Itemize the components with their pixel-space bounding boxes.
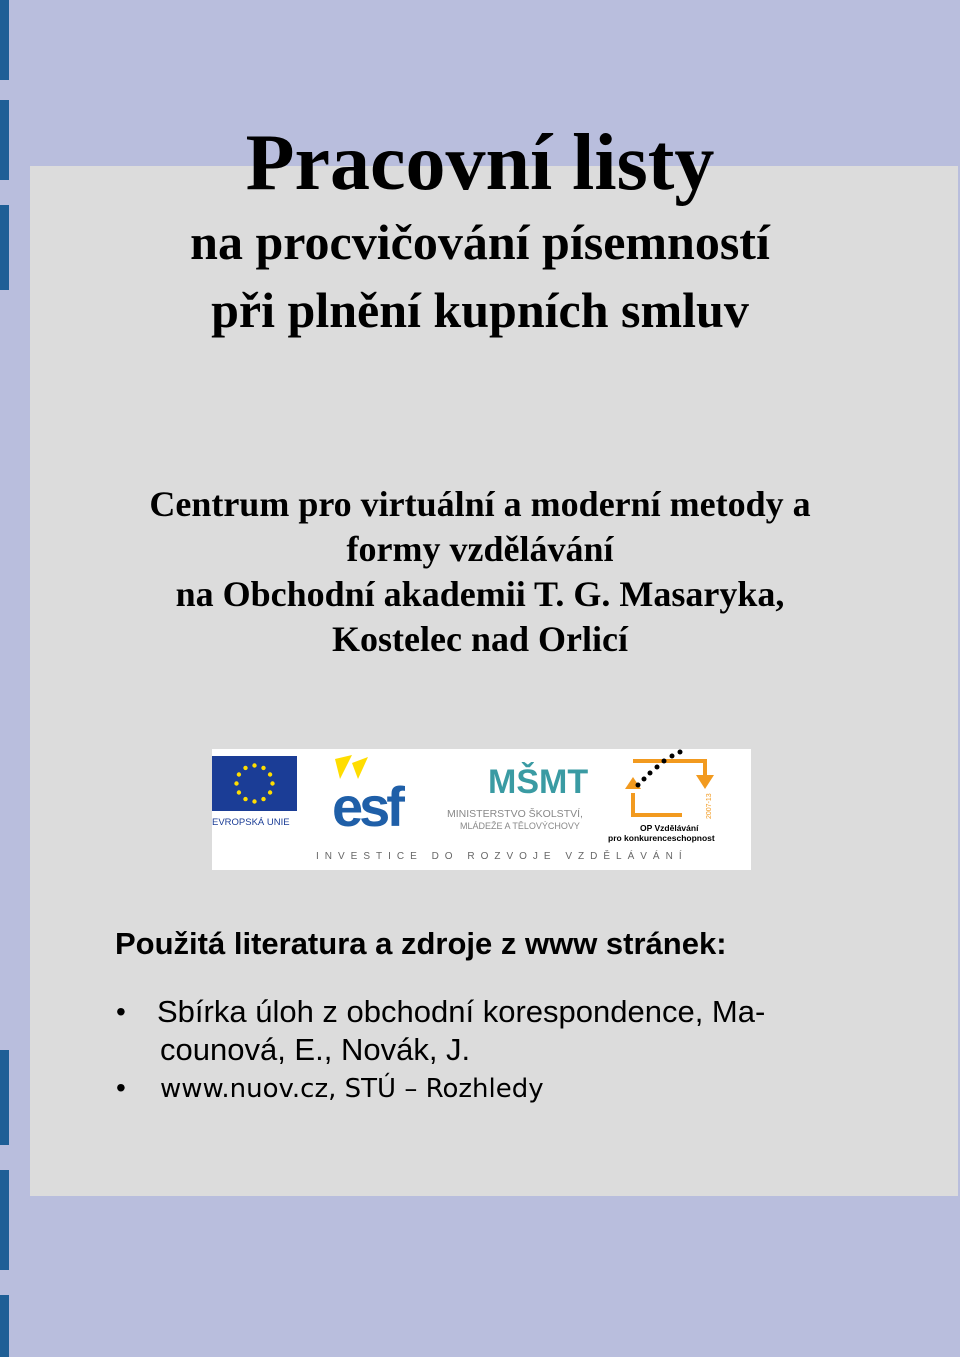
eu-star-icon <box>237 772 241 776</box>
edge-strip <box>0 1170 9 1270</box>
literature-item-2-line-1: www.nuov.cz, STÚ – Rozhledy <box>160 1074 544 1104</box>
msmt-abbr: MŠMT <box>488 763 589 801</box>
organization-line-1: Centrum pro virtuální a moderní metody a <box>149 484 811 524</box>
op-vertical-label: 2007-13 <box>706 793 713 819</box>
edge-strip <box>0 1295 9 1357</box>
edge-strip <box>0 1050 9 1145</box>
eu-star-icon <box>261 797 265 801</box>
eu-star-icon <box>268 790 272 794</box>
op-line-2: pro konkurenceschopnost <box>608 833 715 843</box>
bullet-icon: • <box>116 1072 126 1103</box>
eu-star-icon <box>252 763 256 767</box>
eu-star-icon <box>243 766 247 770</box>
literature-item-1-line-1: Sbírka úloh z obchodní korespondence, Ma- <box>157 994 766 1029</box>
eu-star-icon <box>243 797 247 801</box>
eu-star-icon <box>234 781 238 785</box>
eu-flag-icon <box>212 756 297 811</box>
msmt-line-1: MINISTERSTVO ŠKOLSTVÍ, <box>447 808 583 820</box>
logos-svg <box>212 749 751 870</box>
op-line-1: OP Vzdělávání <box>640 823 699 833</box>
msmt-logo-icon <box>447 762 588 831</box>
op-vzdelavani-logo-icon <box>608 750 715 844</box>
eu-star-icon <box>268 772 272 776</box>
literature-heading: Použitá literatura a zdroje z www stránek: <box>115 926 727 961</box>
eu-star-icon <box>270 781 274 785</box>
msmt-line-2: MLÁDEŽE A TĚLOVÝCHOVY <box>460 821 580 831</box>
subtitle-line-2: při plnění kupních smluv <box>211 282 749 338</box>
bullet-icon: • <box>116 996 126 1027</box>
logo-strip <box>212 749 751 870</box>
eu-star-icon <box>237 790 241 794</box>
esf-label: esf <box>332 775 401 838</box>
organization-line-3: na Obchodní akademii T. G. Masaryka, <box>175 574 785 614</box>
eu-label: EVROPSKÁ UNIE <box>212 817 290 828</box>
eu-star-icon <box>261 766 265 770</box>
edge-strip <box>0 0 9 80</box>
organization-line-4: Kostelec nad Orlicí <box>332 619 628 659</box>
logo-tagline: INVESTICE DO ROZVOJE VZDĚLÁVÁNÍ <box>316 851 688 862</box>
literature-item-1-line-2: counová, E., Novák, J. <box>160 1032 471 1067</box>
page-title: Pracovní listy <box>245 119 715 207</box>
organization-line-2: formy vzdělávání <box>346 529 614 569</box>
eu-star-icon <box>252 799 256 803</box>
subtitle-line-1: na procvičování písemností <box>190 214 770 270</box>
esf-logo-icon <box>332 755 405 838</box>
